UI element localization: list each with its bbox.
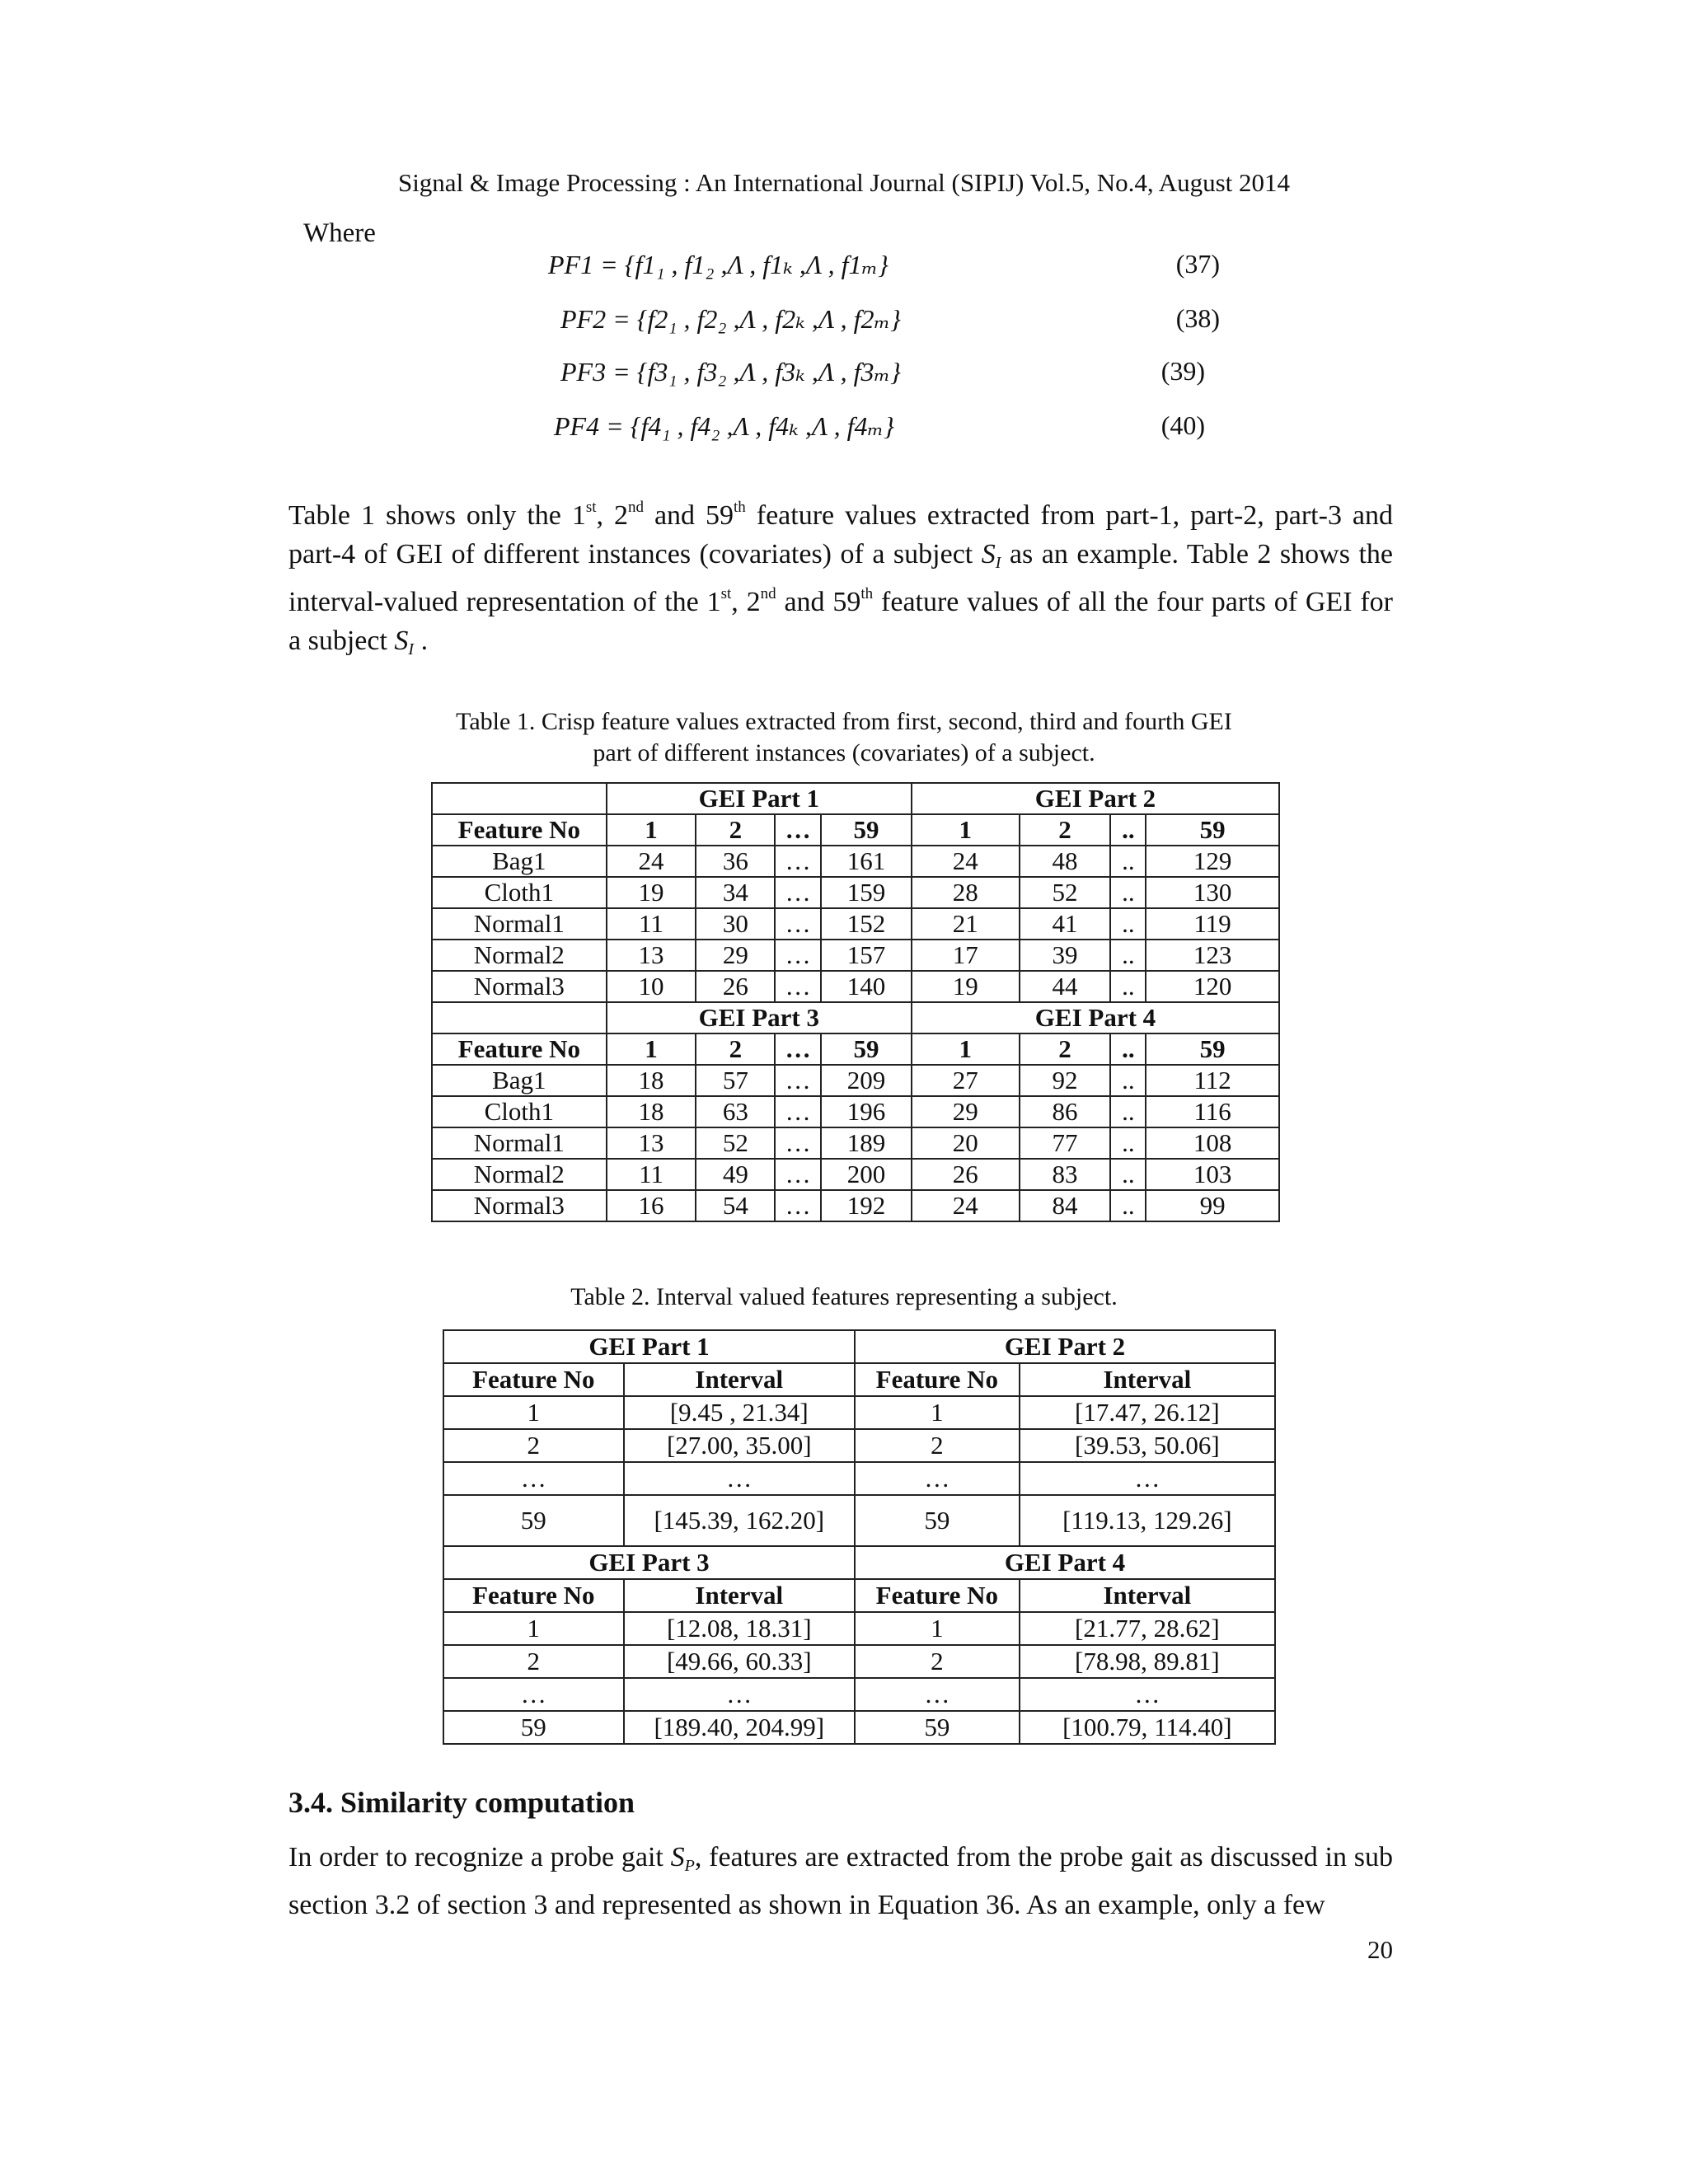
table-cell: 92	[1020, 1065, 1111, 1096]
table-row	[432, 940, 1279, 971]
table-cell: 119	[1146, 908, 1279, 940]
table-cell: 103	[1146, 1159, 1279, 1190]
table-cell: 26	[696, 971, 775, 1002]
table-cell: 83	[1020, 1159, 1111, 1190]
table-cell: 157	[821, 940, 912, 971]
table-cell: 18	[607, 1065, 696, 1096]
table-header-row	[443, 1579, 1275, 1612]
table-cell: 152	[821, 908, 912, 940]
column-header: 2	[1020, 1033, 1111, 1065]
table-cell: [21.77, 28.62]	[1020, 1612, 1275, 1645]
row-label: Normal3	[432, 971, 607, 1002]
column-header: 2	[696, 814, 775, 846]
row-label: Normal1	[432, 1127, 607, 1159]
table-cell: ..	[1110, 940, 1146, 971]
table-cell: 1	[855, 1612, 1020, 1645]
table-cell: 30	[696, 908, 775, 940]
paragraph-table-intro: Table 1 shows only the 1st, 2nd and 59th feature values extracted from part-1, part-2, part-3 and part-4 of GEI of different instances (covariates) of a subject $S_I$ as an example. Table 2 shows the interval-valued representation of the 1st, 2nd and 59th feature values of all the four parts of GEI for a subject $S_I$ .	[288, 499, 1394, 658]
part-title: GEI Part 2	[855, 1330, 1275, 1363]
table-cell: 13	[607, 1127, 696, 1159]
table-row	[432, 1127, 1279, 1159]
table-row	[443, 1429, 1275, 1462]
table-part-title-row	[443, 1330, 1275, 1363]
table-part-title-row	[432, 783, 1279, 814]
table-cell: [17.47, 26.12]	[1020, 1396, 1275, 1429]
table-cell: 200	[821, 1159, 912, 1190]
table-row	[443, 1495, 1275, 1546]
table-empty-cell	[432, 1002, 607, 1033]
table-row	[432, 1065, 1279, 1096]
table-cell: 41	[1020, 908, 1111, 940]
equation-number: (37)	[1175, 249, 1220, 279]
table-cell: …	[775, 971, 821, 1002]
column-header: Feature No	[432, 814, 607, 846]
table-row	[432, 846, 1279, 877]
row-label: Cloth1	[432, 877, 607, 908]
table-cell: ..	[1110, 1065, 1146, 1096]
table-cell: …	[855, 1462, 1020, 1495]
table-cell: [27.00, 35.00]	[624, 1429, 855, 1462]
table-header-row	[432, 814, 1279, 846]
column-header: Interval	[1020, 1579, 1275, 1612]
column-header: Interval	[1020, 1363, 1275, 1396]
table-cell: [12.08, 18.31]	[624, 1612, 855, 1645]
column-header: …	[775, 814, 821, 846]
table-cell: 11	[607, 908, 696, 940]
part-title: GEI Part 2	[912, 783, 1279, 814]
table-cell: …	[775, 877, 821, 908]
table-cell: 39	[1020, 940, 1111, 971]
table-row	[432, 971, 1279, 1002]
table-cell: 123	[1146, 940, 1279, 971]
where-label: Where	[303, 218, 376, 248]
table-row	[432, 877, 1279, 908]
part-title: GEI Part 4	[855, 1546, 1275, 1579]
table-cell: 77	[1020, 1127, 1111, 1159]
table-cell: ..	[1110, 1159, 1146, 1190]
table-cell: 24	[912, 1190, 1020, 1221]
table-cell: …	[443, 1462, 624, 1495]
table1-crisp-features	[431, 782, 1280, 1222]
column-header: …	[775, 1033, 821, 1065]
table-cell: 2	[443, 1429, 624, 1462]
table-cell: 112	[1146, 1065, 1279, 1096]
table-cell: …	[775, 1127, 821, 1159]
column-header: 59	[1146, 1033, 1279, 1065]
row-label: Normal1	[432, 908, 607, 940]
table-cell: …	[1020, 1462, 1275, 1495]
equation-number: (40)	[1160, 410, 1205, 440]
row-label: Bag1	[432, 1065, 607, 1096]
column-header: Feature No	[443, 1579, 624, 1612]
table-cell: 17	[912, 940, 1020, 971]
table-part-title-row	[432, 1002, 1279, 1033]
table-cell: 192	[821, 1190, 912, 1221]
table-cell: 24	[607, 846, 696, 877]
table-cell: ..	[1110, 971, 1146, 1002]
table-cell: …	[775, 1096, 821, 1127]
table-cell: …	[775, 940, 821, 971]
column-header: Feature No	[443, 1363, 624, 1396]
table-cell: 52	[696, 1127, 775, 1159]
table-row	[443, 1645, 1275, 1678]
table-cell: …	[775, 1065, 821, 1096]
table-cell: 1	[443, 1396, 624, 1429]
part-title: GEI Part 3	[607, 1002, 912, 1033]
journal-header: Signal & Image Processing : An International Journal (SIPIJ) Vol.5, No.4, August 2014	[397, 168, 1291, 197]
column-header: ..	[1110, 814, 1146, 846]
column-header: Feature No	[855, 1363, 1020, 1396]
row-label: Cloth1	[432, 1096, 607, 1127]
table-cell: ..	[1110, 1127, 1146, 1159]
table-header-row	[443, 1363, 1275, 1396]
table-part-title-row	[443, 1546, 1275, 1579]
table-cell: 189	[821, 1127, 912, 1159]
table-cell: 86	[1020, 1096, 1111, 1127]
column-header: Feature No	[855, 1579, 1020, 1612]
table-cell: …	[855, 1678, 1020, 1711]
table-cell: [78.98, 89.81]	[1020, 1645, 1275, 1678]
table2-interval-features	[443, 1329, 1276, 1745]
column-header: 1	[607, 1033, 696, 1065]
column-header: 59	[821, 814, 912, 846]
table-cell: …	[775, 1190, 821, 1221]
table-cell: 16	[607, 1190, 696, 1221]
paragraph-similarity: In order to recognize a probe gait $S_P$, features are extracted from the probe gait as discussed in sub section 3.2 of section 3 and represented as shown in Equation 36. As an example, only a few	[288, 1842, 1393, 1920]
table-cell: 52	[1020, 877, 1111, 908]
table-cell: 129	[1146, 846, 1279, 877]
table-cell: [39.53, 50.06]	[1020, 1429, 1275, 1462]
table-row	[443, 1462, 1275, 1495]
table-cell: 108	[1146, 1127, 1279, 1159]
table-cell: 57	[696, 1065, 775, 1096]
row-label: Normal2	[432, 1159, 607, 1190]
part-title: GEI Part 4	[912, 1002, 1279, 1033]
table-cell: 26	[912, 1159, 1020, 1190]
column-header: ..	[1110, 1033, 1146, 1065]
table-cell: …	[775, 846, 821, 877]
table-row	[443, 1396, 1275, 1429]
table-cell: 59	[855, 1495, 1020, 1546]
column-header: Interval	[624, 1363, 855, 1396]
table-cell: [145.39, 162.20]	[624, 1495, 855, 1546]
equation-number: (38)	[1175, 303, 1220, 333]
table-cell: 11	[607, 1159, 696, 1190]
table-cell: ..	[1110, 1096, 1146, 1127]
table-cell: 99	[1146, 1190, 1279, 1221]
table-cell: 63	[696, 1096, 775, 1127]
column-header: 59	[1146, 814, 1279, 846]
table-cell: 84	[1020, 1190, 1111, 1221]
table-row	[443, 1678, 1275, 1711]
table-cell: 44	[1020, 971, 1111, 1002]
table-cell: …	[624, 1678, 855, 1711]
table-cell: 27	[912, 1065, 1020, 1096]
table-empty-cell	[432, 783, 607, 814]
table-cell: 21	[912, 908, 1020, 940]
table-cell: 59	[443, 1711, 624, 1744]
subject-symbol: $S_I$	[394, 626, 415, 658]
table-cell: 2	[443, 1645, 624, 1678]
table-cell: …	[775, 908, 821, 940]
table-cell: ..	[1110, 846, 1146, 877]
table-cell: 140	[821, 971, 912, 1002]
part-title: GEI Part 1	[443, 1330, 855, 1363]
table-cell: 19	[607, 877, 696, 908]
table-row	[432, 908, 1279, 940]
table-cell: ..	[1110, 877, 1146, 908]
section-heading: 3.4. Similarity computation	[288, 1786, 635, 1819]
table-cell: 29	[696, 940, 775, 971]
column-header: 1	[912, 1033, 1020, 1065]
equation-number: (39)	[1160, 356, 1205, 386]
table-header-row	[432, 1033, 1279, 1065]
table-cell: …	[443, 1678, 624, 1711]
table-cell: [100.79, 114.40]	[1020, 1711, 1275, 1744]
table-row	[432, 1190, 1279, 1221]
table-cell: 120	[1146, 971, 1279, 1002]
table-cell: 130	[1146, 877, 1279, 908]
table-cell: 48	[1020, 846, 1111, 877]
table-cell: [49.66, 60.33]	[624, 1645, 855, 1678]
table2-caption: Table 2. Interval valued features representing a subject.	[570, 1283, 1118, 1310]
table-cell: 29	[912, 1096, 1020, 1127]
table-cell: 59	[443, 1495, 624, 1546]
table-row	[432, 1096, 1279, 1127]
table-cell: …	[775, 1159, 821, 1190]
table-row	[443, 1711, 1275, 1744]
part-title: GEI Part 3	[443, 1546, 855, 1579]
table-cell: 34	[696, 877, 775, 908]
table-cell: 59	[855, 1711, 1020, 1744]
table-cell: 1	[443, 1612, 624, 1645]
equation-37: PF1 = {f1₁ , f1₂ ,Λ , f1ₖ ,Λ , f1ₘ}	[548, 250, 889, 279]
table-cell: 209	[821, 1065, 912, 1096]
equation-39: PF3 = {f3₁ , f3₂ ,Λ , f3ₖ ,Λ , f3ₘ}	[560, 357, 901, 387]
table-cell: 36	[696, 846, 775, 877]
column-header: 2	[696, 1033, 775, 1065]
table-cell: [189.40, 204.99]	[624, 1711, 855, 1744]
table-cell: 28	[912, 877, 1020, 908]
column-header: Feature No	[432, 1033, 607, 1065]
part-title: GEI Part 1	[607, 783, 912, 814]
table-cell: 13	[607, 940, 696, 971]
probe-symbol: $S_P$	[670, 1842, 695, 1875]
table-cell: 196	[821, 1096, 912, 1127]
column-header: 1	[912, 814, 1020, 846]
table-cell: 116	[1146, 1096, 1279, 1127]
table-cell: 24	[912, 846, 1020, 877]
table-cell: 54	[696, 1190, 775, 1221]
row-label: Bag1	[432, 846, 607, 877]
table-row	[432, 1159, 1279, 1190]
table-cell: 161	[821, 846, 912, 877]
table-cell: 159	[821, 877, 912, 908]
table-cell: 2	[855, 1645, 1020, 1678]
table-row	[443, 1612, 1275, 1645]
row-label: Normal3	[432, 1190, 607, 1221]
table1-caption: Table 1. Crisp feature values extracted from first, second, third and fourth GEI part of different instances (covariates) of a subject.	[456, 708, 1232, 766]
equation-38: PF2 = {f2₁ , f2₂ ,Λ , f2ₖ ,Λ , f2ₘ}	[560, 304, 901, 334]
table-cell: 49	[696, 1159, 775, 1190]
table-cell: 2	[855, 1429, 1020, 1462]
subject-symbol: $S_I$	[981, 539, 1001, 572]
table-cell: …	[1020, 1678, 1275, 1711]
table-cell: 10	[607, 971, 696, 1002]
table-cell: [9.45 , 21.34]	[624, 1396, 855, 1429]
page-number: 20	[1367, 1935, 1393, 1964]
row-label: Normal2	[432, 940, 607, 971]
table-cell: 18	[607, 1096, 696, 1127]
equation-40: PF4 = {f4₁ , f4₂ ,Λ , f4ₖ ,Λ , f4ₘ}	[554, 411, 894, 441]
column-header: Interval	[624, 1579, 855, 1612]
table-cell: ..	[1110, 1190, 1146, 1221]
column-header: 1	[607, 814, 696, 846]
table-cell: 19	[912, 971, 1020, 1002]
table-cell: 20	[912, 1127, 1020, 1159]
column-header: 2	[1020, 814, 1111, 846]
table-cell: ..	[1110, 908, 1146, 940]
table-cell: [119.13, 129.26]	[1020, 1495, 1275, 1546]
table-cell: 1	[855, 1396, 1020, 1429]
column-header: 59	[821, 1033, 912, 1065]
table-cell: …	[624, 1462, 855, 1495]
